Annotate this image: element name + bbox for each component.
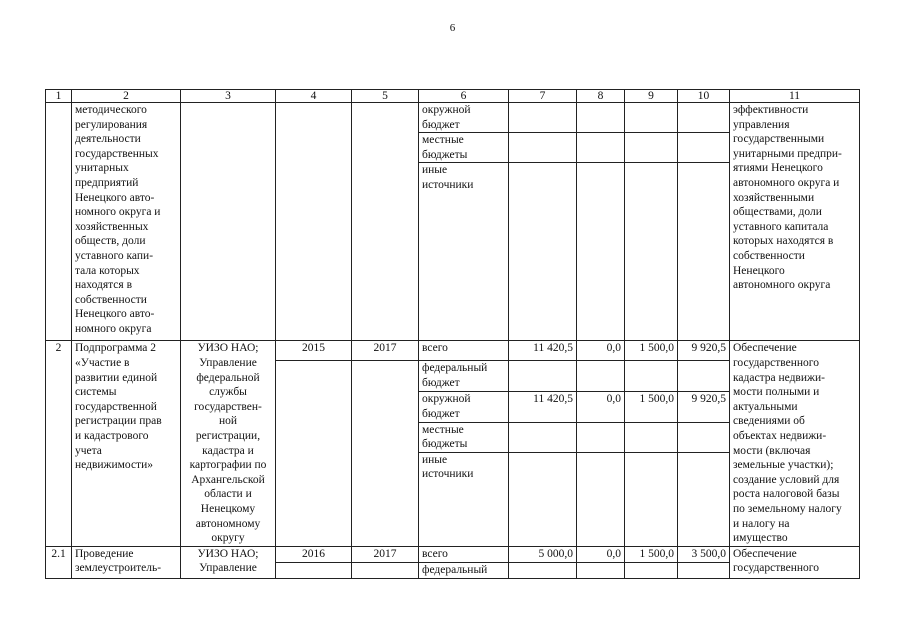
amount-2016 [625, 422, 678, 452]
text-line: предприятий [75, 176, 139, 189]
amount-2016: 1 500,0 [625, 546, 678, 562]
header-row [46, 90, 860, 103]
text-line: иные [422, 164, 448, 177]
col-header: 6 [419, 90, 509, 103]
text-line: местные [422, 134, 464, 147]
text-line: уставного капи- [75, 249, 154, 262]
amount-2015 [577, 361, 625, 392]
col-header: 1 [46, 90, 72, 103]
text-line: управления [733, 118, 790, 131]
end-year-cell: 2017 [352, 546, 419, 562]
text-line: УИЗО НАО; [197, 547, 259, 560]
expected-result-cell [730, 341, 860, 546]
amount-2017 [678, 562, 730, 578]
text-line: хозяйственных [75, 220, 149, 233]
text-line: объектах недвижи- [733, 429, 827, 442]
text-line: номного округа и [75, 206, 161, 219]
text-line: унитарными предпри- [733, 147, 842, 160]
text-line: государственного [733, 356, 819, 369]
text-line: федеральной [196, 371, 260, 384]
amount-2015 [577, 133, 625, 163]
col-header: 3 [181, 90, 276, 103]
source-label: всего [419, 546, 509, 562]
text-line: местные [422, 423, 464, 436]
table-row [46, 341, 860, 361]
text-line: Управление [199, 562, 257, 575]
text-line: бюджет [422, 376, 460, 389]
text-line: государственной [75, 400, 157, 413]
amount-2017: 3 500,0 [678, 546, 730, 562]
text-line: источники [422, 178, 474, 191]
text-line: Ненецкого [733, 264, 785, 277]
text-line: округу [211, 532, 245, 545]
text-line: Обеспечение [733, 547, 797, 560]
amount-2015: 0,0 [577, 392, 625, 422]
text-line: которых находятся в [733, 235, 834, 248]
text-line: роста налоговой базы [733, 488, 840, 501]
text-line: регулирования [75, 118, 148, 131]
text-line: методического [75, 104, 147, 116]
text-line: федеральный [422, 362, 488, 375]
amount-total [509, 422, 577, 452]
amount-total [509, 361, 577, 392]
row-number-cell: 2 [46, 341, 72, 546]
text-line: регистрации, [195, 429, 261, 442]
text-line: государственными [733, 133, 825, 146]
amount-total [509, 452, 577, 546]
text-line: Проведение [75, 547, 134, 560]
amount-2017: 9 920,5 [678, 341, 730, 361]
amount-2015: 0,0 [577, 546, 625, 562]
text-line: бюджеты [422, 148, 468, 161]
col-header: 10 [678, 90, 730, 103]
text-line: Ненецкого авто- [75, 308, 155, 321]
table-row [46, 546, 860, 562]
text-line: окружной [422, 393, 471, 406]
amount-2016 [625, 361, 678, 392]
text-line: автономного округа [733, 279, 831, 292]
amount-total [509, 163, 577, 341]
amount-total [509, 103, 577, 133]
text-line: тала которых [75, 264, 140, 277]
source-label [419, 452, 509, 546]
text-line: учета [75, 444, 102, 457]
col-header: 8 [577, 90, 625, 103]
text-line: имущество [733, 532, 788, 545]
source-label [419, 133, 509, 163]
source-label [419, 422, 509, 452]
amount-2016 [625, 103, 678, 133]
text-line: государственного [733, 562, 819, 575]
text-line: иные [422, 453, 448, 466]
text-line: собственности [75, 293, 147, 306]
program-table [45, 89, 860, 579]
event-name-cell [72, 341, 181, 546]
col-header: 11 [730, 90, 860, 103]
amount-2016: 1 500,0 [625, 341, 678, 361]
start-year-cell [276, 562, 352, 578]
text-line: окружной [422, 104, 471, 116]
text-line: актуальными [733, 400, 798, 413]
end-year-cell [352, 562, 419, 578]
source-label: всего [419, 341, 509, 361]
source-label [419, 361, 509, 392]
event-name-cell [72, 103, 181, 341]
amount-2016 [625, 562, 678, 578]
text-line: бюджет [422, 118, 460, 131]
text-line: государственных [75, 147, 159, 160]
start-year-cell [276, 361, 352, 546]
expected-result-cell [730, 103, 860, 341]
text-line: мости (включая [733, 444, 811, 457]
row-number-cell [46, 103, 72, 341]
text-line: обществ, доли [75, 235, 146, 248]
amount-2017 [678, 361, 730, 392]
col-header: 4 [276, 90, 352, 103]
text-line: кадастра и [202, 444, 254, 457]
amount-2017 [678, 103, 730, 133]
text-line: Ненецкого авто- [75, 191, 155, 204]
source-label [419, 392, 509, 422]
executor-cell [181, 341, 276, 546]
text-line: хозяйственными [733, 191, 815, 204]
text-line: развитии единой [75, 371, 158, 384]
amount-2015 [577, 452, 625, 546]
text-line: недвижимости» [75, 459, 153, 472]
text-line: сведениями об [733, 415, 805, 428]
text-line: автономному [195, 517, 261, 530]
text-line: Управление [199, 356, 257, 369]
text-line: обществами, доли [733, 206, 822, 219]
text-line: картографии по [189, 459, 267, 472]
amount-total: 11 420,5 [509, 392, 577, 422]
text-line: находятся в [75, 279, 132, 292]
amount-total [509, 562, 577, 578]
text-line: бюджет [422, 407, 460, 420]
text-line: собственности [733, 249, 805, 262]
source-label [419, 163, 509, 341]
table-row [46, 103, 860, 133]
text-line: и налогу на [733, 517, 790, 530]
text-line: кадастра недвижи- [733, 371, 825, 384]
amount-2017 [678, 422, 730, 452]
amount-2015 [577, 163, 625, 341]
page-number: 6 [449, 22, 456, 34]
text-line: создание условий для [733, 473, 840, 486]
text-line: бюджеты [422, 438, 468, 451]
amount-2015 [577, 103, 625, 133]
amount-2017 [678, 452, 730, 546]
amount-total [509, 133, 577, 163]
executor-cell [181, 546, 276, 578]
text-line: автономного округа и [733, 176, 840, 189]
amount-2016 [625, 163, 678, 341]
amount-2017 [678, 163, 730, 341]
text-line: мости полными и [733, 386, 820, 399]
text-line: ятиями Ненецкого [733, 162, 823, 175]
text-line: Архангельской [191, 473, 265, 486]
end-year-cell [352, 103, 419, 341]
amount-2016 [625, 452, 678, 546]
text-line: земельные участки); [733, 459, 834, 472]
col-header: 9 [625, 90, 678, 103]
text-line: по земельному налогу [733, 502, 842, 515]
text-line: регистрации прав [75, 415, 162, 428]
amount-2015 [577, 562, 625, 578]
text-line: унитарных [75, 162, 129, 175]
source-label [419, 103, 509, 133]
expected-result-cell [730, 546, 860, 578]
amount-2016 [625, 133, 678, 163]
text-line: «Участие в [75, 356, 130, 369]
text-line: деятельности [75, 133, 141, 146]
text-line: землеустроитель- [75, 562, 162, 575]
amount-2017: 9 920,5 [678, 392, 730, 422]
executor-cell [181, 103, 276, 341]
end-year-cell [352, 361, 419, 546]
text-line: Ненецкому [200, 502, 256, 515]
amount-2017 [678, 133, 730, 163]
col-header: 5 [352, 90, 419, 103]
amount-2016: 1 500,0 [625, 392, 678, 422]
text-line: источники [422, 468, 474, 481]
col-header: 7 [509, 90, 577, 103]
text-line: Обеспечение [733, 342, 797, 355]
col-header: 2 [72, 90, 181, 103]
text-line: системы [75, 386, 117, 399]
start-year-cell [276, 103, 352, 341]
amount-2015: 0,0 [577, 341, 625, 361]
amount-2015 [577, 422, 625, 452]
text-line: УИЗО НАО; [197, 342, 259, 355]
event-name-cell [72, 546, 181, 578]
source-label: федеральный [419, 562, 509, 578]
row-number-cell: 2.1 [46, 546, 72, 578]
text-line: и кадастрового [75, 429, 149, 442]
start-year-cell: 2015 [276, 341, 352, 361]
amount-total: 11 420,5 [509, 341, 577, 361]
start-year-cell: 2016 [276, 546, 352, 562]
text-line: уставного капитала [733, 220, 829, 233]
text-line: ной [218, 415, 238, 428]
text-line: области и [204, 488, 252, 501]
text-line: эффективности [733, 104, 809, 116]
text-line: Подпрограмма 2 [75, 342, 157, 355]
text-line: номного округа [75, 322, 152, 335]
text-line: государствен- [194, 400, 262, 413]
text-line: службы [209, 386, 247, 399]
amount-total: 5 000,0 [509, 546, 577, 562]
end-year-cell: 2017 [352, 341, 419, 361]
